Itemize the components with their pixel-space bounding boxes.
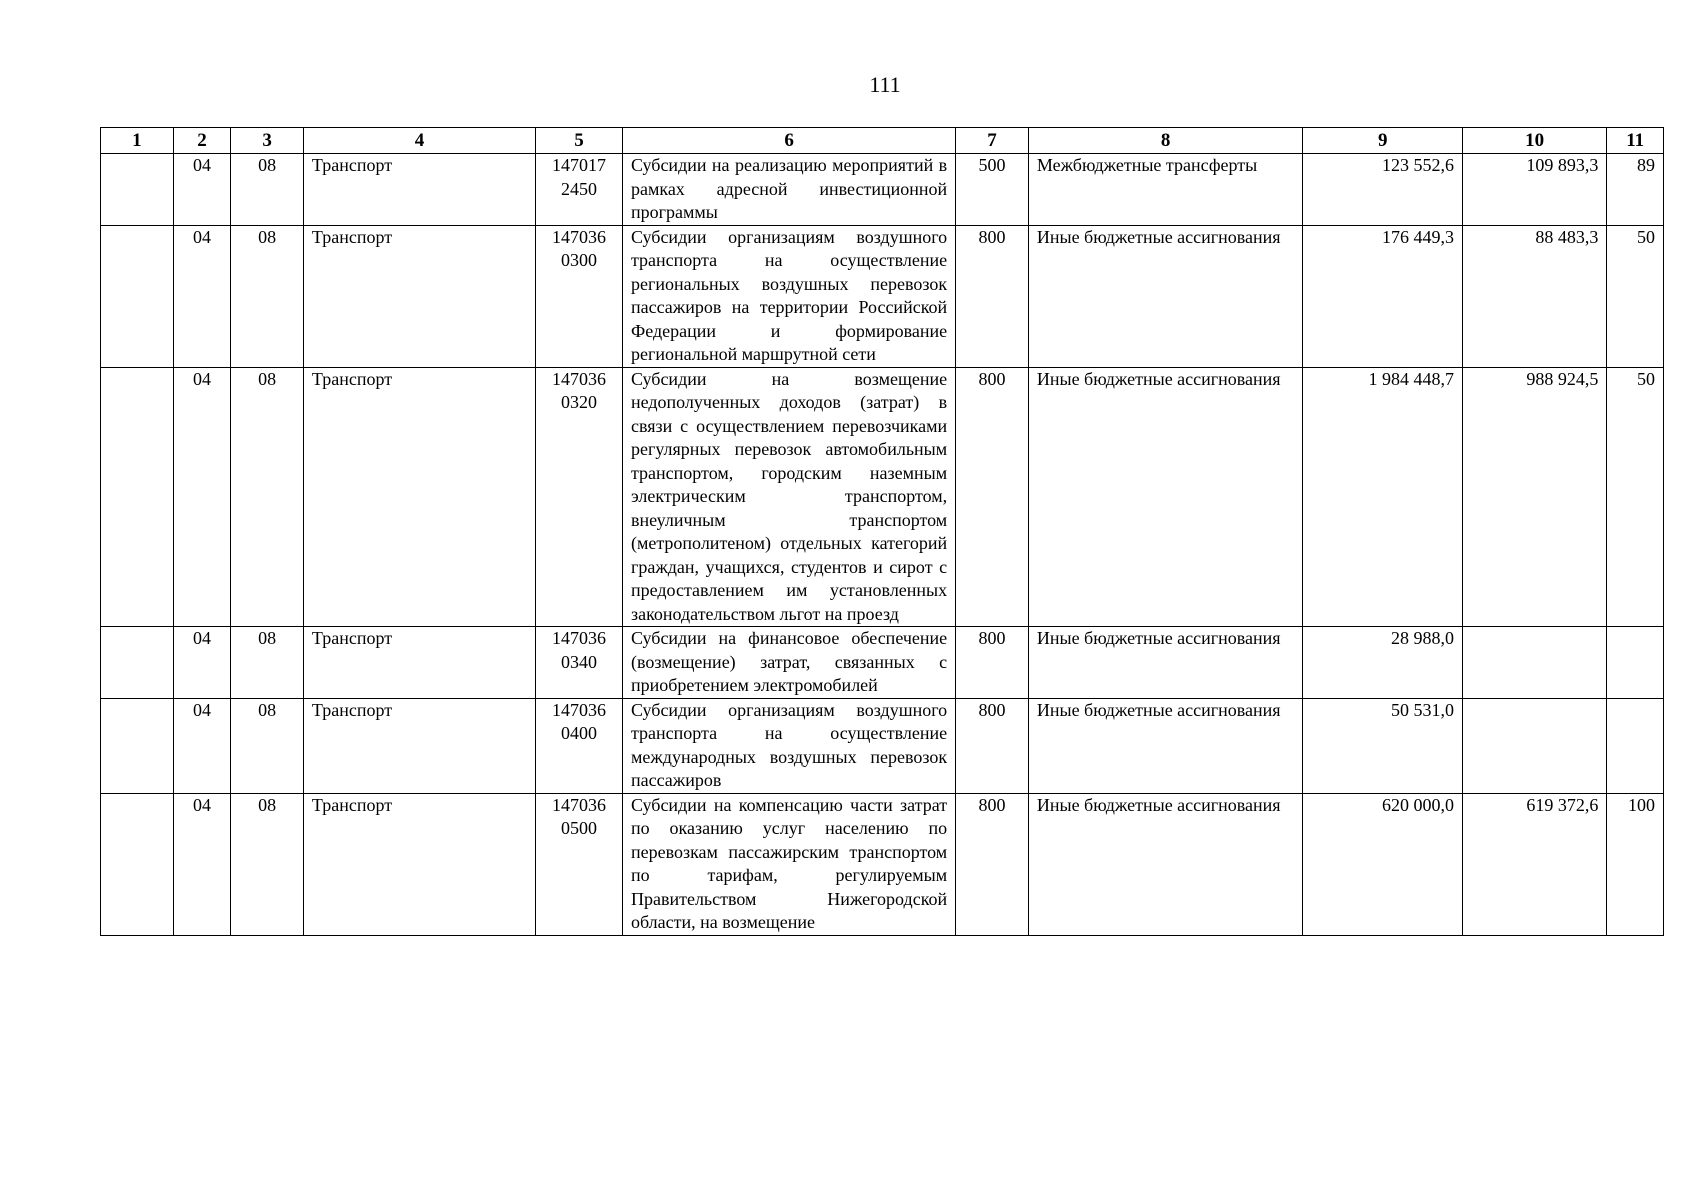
column-header: 10 xyxy=(1462,128,1606,154)
cell-actual xyxy=(1462,698,1606,793)
cell-col1 xyxy=(101,367,174,627)
cell-section: 04 xyxy=(173,793,231,935)
cell-expense-name: Иные бюджетные ассигнования xyxy=(1028,793,1303,935)
target-code-part2: 0340 xyxy=(561,651,598,672)
cell-percent xyxy=(1607,627,1664,699)
cell-name: Транспорт xyxy=(303,225,535,367)
target-code-part2: 0500 xyxy=(561,818,598,838)
cell-description: Субсидии на возмещение недополученных доходов (затрат) в связи с осуществлением перевозчиками регулярных перевозок автомобильным транспортом, городским наземным электрическим транспортом, внеуличным транспортом (метрополитеном) отдельных категорий граждан, учащихся, студентов и сирот с предоставлением им установленных законодательством льгот на проезд xyxy=(622,367,955,627)
target-code-part2: 0400 xyxy=(561,723,598,743)
cell-expense-type: 800 xyxy=(956,698,1029,793)
cell-subsection: 08 xyxy=(231,698,304,793)
cell-percent: 89 xyxy=(1607,154,1664,226)
cell-subsection: 08 xyxy=(231,225,304,367)
cell-subsection: 08 xyxy=(231,154,304,226)
cell-subsection: 08 xyxy=(231,793,304,935)
target-code-part1: 147036 xyxy=(552,628,607,648)
cell-expense-type: 800 xyxy=(956,627,1029,699)
cell-target-code xyxy=(536,627,623,699)
column-header: 2 xyxy=(173,128,231,154)
cell-percent: 100 xyxy=(1607,793,1664,935)
column-header: 1 xyxy=(101,128,174,154)
column-header: 8 xyxy=(1028,128,1303,154)
cell-name: Транспорт xyxy=(303,698,535,793)
cell-section: 04 xyxy=(173,627,231,699)
cell-target-code xyxy=(536,793,623,935)
cell-expense-name: Иные бюджетные ассигнования xyxy=(1028,225,1303,367)
cell-col1 xyxy=(101,698,174,793)
table-row xyxy=(101,154,1664,226)
cell-expense-type: 800 xyxy=(956,367,1029,627)
cell-subsection: 08 xyxy=(231,627,304,699)
column-header: 3 xyxy=(231,128,304,154)
cell-planned: 50 531,0 xyxy=(1303,698,1463,793)
column-header: 7 xyxy=(956,128,1029,154)
cell-section: 04 xyxy=(173,367,231,627)
cell-expense-name: Межбюджетные трансферты xyxy=(1028,154,1303,226)
cell-actual xyxy=(1462,627,1606,699)
cell-expense-name: Иные бюджетные ассигнования xyxy=(1028,698,1303,793)
cell-name: Транспорт xyxy=(303,367,535,627)
column-header: 9 xyxy=(1303,128,1463,154)
header-row xyxy=(101,128,1664,154)
cell-description: Субсидии на финансовое обеспечение (возмещение) затрат, связанных с приобретением электромобилей xyxy=(622,627,955,699)
page-number: 111 xyxy=(869,72,901,97)
cell-expense-name: Иные бюджетные ассигнования xyxy=(1028,627,1303,699)
target-code-part2: 0320 xyxy=(561,392,598,412)
cell-target-code xyxy=(536,225,623,367)
cell-planned: 176 449,3 xyxy=(1303,225,1463,367)
cell-planned: 28 988,0 xyxy=(1303,627,1463,699)
cell-description: Субсидии на реализацию мероприятий в рамках адресной инвестиционной программы xyxy=(622,154,955,226)
table-row xyxy=(101,225,1664,367)
target-code-part1: 147036 xyxy=(552,368,607,389)
cell-name: Транспорт xyxy=(303,154,535,226)
cell-planned: 123 552,6 xyxy=(1303,154,1463,226)
cell-name: Транспорт xyxy=(303,627,535,699)
column-header: 4 xyxy=(303,128,535,154)
cell-col1 xyxy=(101,627,174,699)
cell-actual: 88 483,3 xyxy=(1462,225,1606,367)
cell-actual: 619 372,6 xyxy=(1462,793,1606,935)
cell-percent: 50 xyxy=(1607,367,1664,627)
cell-planned: 620 000,0 xyxy=(1303,793,1463,935)
cell-target-code xyxy=(536,154,623,226)
cell-description: Субсидии на компенсацию части затрат по оказанию услуг населению по перевозкам пассажирским транспортом по тарифам, регулируемым Правительством Нижегородской области, на возмещение xyxy=(622,793,955,935)
cell-name: Транспорт xyxy=(303,793,535,935)
target-code-part1: 147036 xyxy=(552,794,607,815)
cell-target-code xyxy=(536,367,623,627)
target-code-part2: 0300 xyxy=(561,250,598,270)
target-code-part1: 147036 xyxy=(552,699,607,720)
cell-expense-type: 800 xyxy=(956,225,1029,367)
cell-expense-name: Иные бюджетные ассигнования xyxy=(1028,367,1303,627)
cell-col1 xyxy=(101,225,174,367)
cell-section: 04 xyxy=(173,154,231,226)
cell-col1 xyxy=(101,793,174,935)
cell-expense-type: 800 xyxy=(956,793,1029,935)
column-header: 11 xyxy=(1607,128,1664,154)
target-code-part2: 2450 xyxy=(561,178,598,199)
cell-section: 04 xyxy=(173,225,231,367)
cell-description: Субсидии организациям воздушного транспорта на осуществление международных воздушных перевозок пассажиров xyxy=(622,698,955,793)
table-row xyxy=(101,698,1664,793)
target-code-part1: 147017 xyxy=(552,155,607,175)
cell-percent xyxy=(1607,698,1664,793)
table-row xyxy=(101,627,1664,699)
table-row xyxy=(101,367,1664,627)
column-header: 5 xyxy=(536,128,623,154)
target-code-part1: 147036 xyxy=(552,226,607,247)
cell-col1 xyxy=(101,154,174,226)
cell-subsection: 08 xyxy=(231,367,304,627)
cell-planned: 1 984 448,7 xyxy=(1303,367,1463,627)
cell-expense-type: 500 xyxy=(956,154,1029,226)
cell-percent: 50 xyxy=(1607,225,1664,367)
budget-table xyxy=(100,127,1664,936)
cell-actual: 109 893,3 xyxy=(1462,154,1606,226)
cell-target-code xyxy=(536,698,623,793)
cell-section: 04 xyxy=(173,698,231,793)
column-header: 6 xyxy=(622,128,955,154)
cell-actual: 988 924,5 xyxy=(1462,367,1606,627)
cell-description: Субсидии организациям воздушного транспорта на осуществление региональных воздушных перевозок пассажиров на территории Российской Федерации и формирование региональной маршрутной сети xyxy=(622,225,955,367)
table-row xyxy=(101,793,1664,935)
